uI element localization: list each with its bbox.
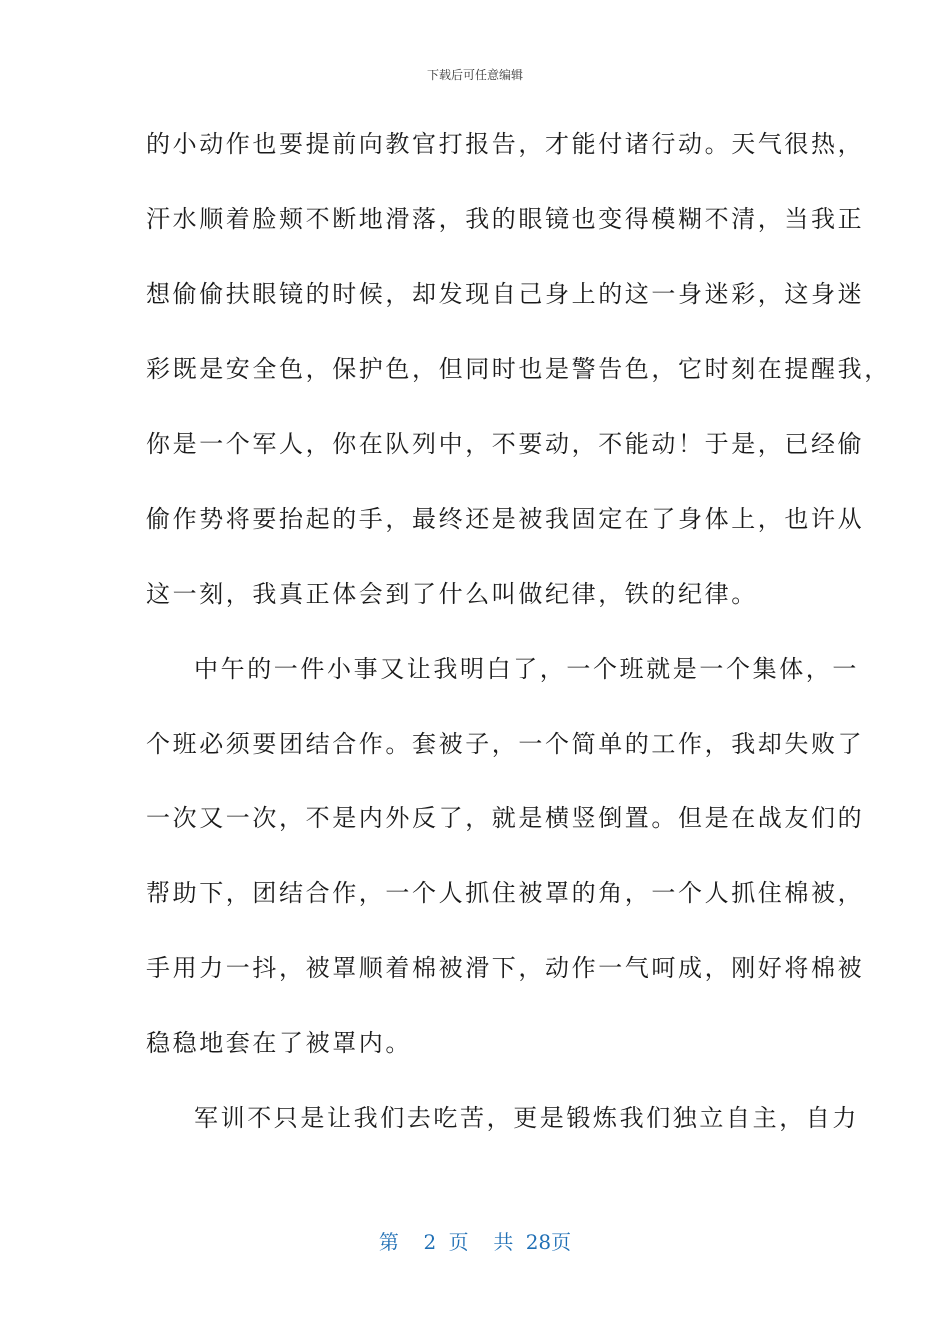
text-line: 偷作势将要抬起的手，最终还是被我固定在了身体上，也许从 bbox=[146, 505, 865, 533]
text-line: 你是一个军人，你在队列中，不要动，不能动！于是，已经偷 bbox=[146, 430, 865, 458]
text-line: 帮助下，团结合作，一个人抓住被罩的角，一个人抓住棉被， bbox=[146, 879, 865, 907]
text-line: 稳稳地套在了被罩内。 bbox=[146, 1029, 412, 1057]
text-line: 汗水顺着脸颊不断地滑落，我的眼镜也变得模糊不清，当我正 bbox=[146, 205, 865, 233]
text-line: 手用力一抖，被罩顺着棉被滑下，动作一气呵成，刚好将棉被 bbox=[146, 954, 865, 982]
text-line: 这一刻，我真正体会到了什么叫做纪律，铁的纪律。 bbox=[146, 580, 758, 608]
text-line: 军训不只是让我们去吃苦，更是锻炼我们独立自主，自力 bbox=[194, 1104, 859, 1132]
text-line: 的小动作也要提前向教官打报告，才能付诸行动。天气很热， bbox=[146, 130, 865, 158]
text-line: 彩既是安全色，保护色，但同时也是警告色，它时刻在提醒我， bbox=[146, 355, 891, 383]
text-line: 中午的一件小事又让我明白了，一个班就是一个集体，一 bbox=[194, 655, 859, 683]
page-header: 下载后可任意编辑 bbox=[426, 68, 523, 82]
text-line: 想偷偷扶眼镜的时候，却发现自己身上的这一身迷彩，这身迷 bbox=[146, 280, 865, 308]
text-line: 个班必须要团结合作。套被子，一个简单的工作，我却失败了 bbox=[146, 730, 865, 758]
page-number-footer: 第 2 页 共 28页 bbox=[378, 1230, 572, 1254]
text-line: 一次又一次，不是内外反了，就是横竖倒置。但是在战友们的 bbox=[146, 804, 865, 832]
